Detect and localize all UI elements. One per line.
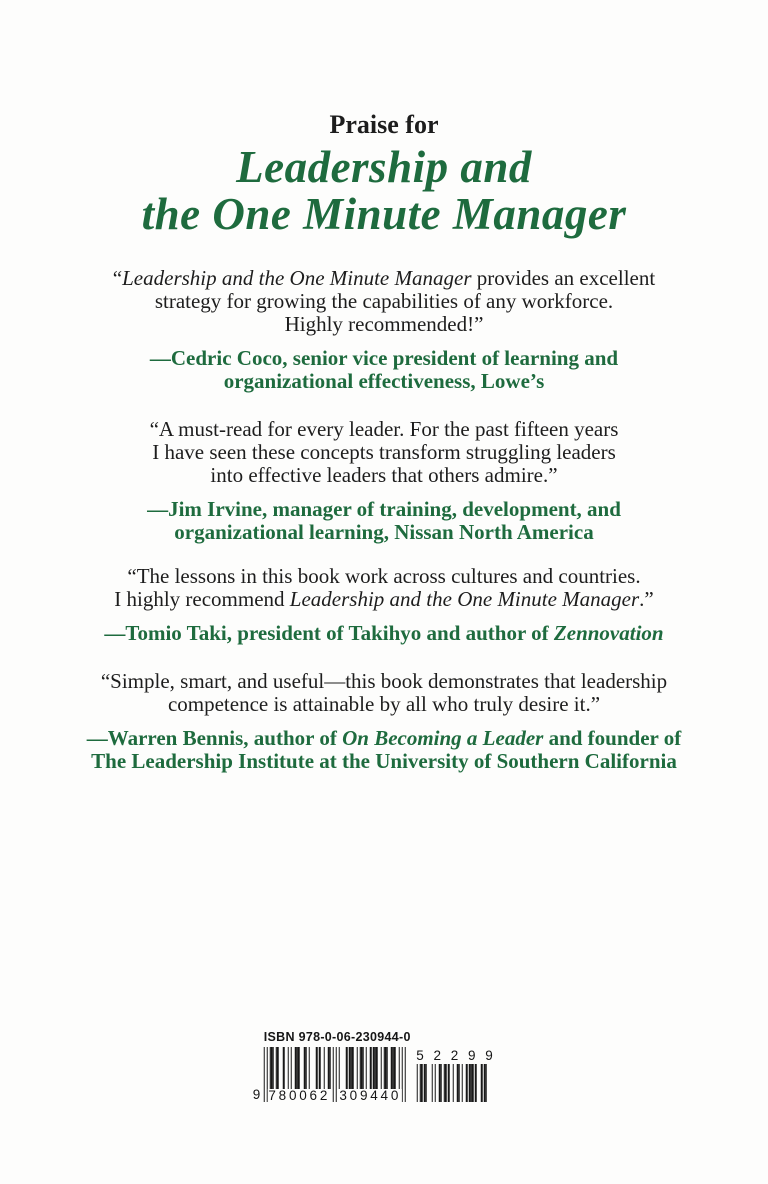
book-title [0,141,768,239]
quote-attribution: —Tomio Taki, president of Takihyo and author of Zennovation [104,621,664,646]
ean13-lead-digit: 9 [252,1086,261,1102]
isbn-label: ISBN 978-0-06-230944-0 [263,1030,411,1044]
ean13-digit-group-1: 780062 [268,1087,331,1103]
ean13-barcode [263,1047,406,1102]
ean5-digits: 5 2 2 9 9 [416,1047,494,1063]
ean5-bars [416,1064,487,1102]
quote-text: “A must-read for every leader. For the past fifteen years I have seen these concepts transform struggling leaders into effective leaders that others admire.” [149,417,619,488]
book-title-line-2: the One Minute Manager [141,188,627,239]
isbn-barcode-area [252,1030,494,1103]
barcode-row [252,1047,494,1103]
quote-attribution: —Jim Irvine, manager of training, development, and organizational learning, Nissan North America [147,497,621,545]
ean5-supplement-barcode [416,1047,494,1103]
book-title-line-1: Leadership and [236,141,532,192]
quote-block-2 [0,418,768,544]
quote-attribution: —Cedric Coco, senior vice president of learning and organizational effectiveness, Lowe’s [149,346,619,394]
quote-text: “Simple, smart, and useful—this book demonstrates that leadership competence is attainable by all who truly desire it.” [100,669,668,717]
quote-block-3 [0,565,768,645]
quote-block-1 [0,267,768,393]
quote-text: “Leadership and the One Minute Manager provides an excellent strategy for growing the capabilities of any workforce. Highly recommended!” [112,266,656,337]
ean13-digits [263,1088,406,1102]
quote-block-4 [0,670,768,773]
quote-text: “The lessons in this book work across cultures and countries. I highly recommend Leadership and the One Minute Manager.” [114,564,654,612]
ean13-digit-group-2: 309440 [339,1087,402,1103]
praise-heading: Praise for [329,110,439,139]
quote-attribution: —Warren Bennis, author of On Becoming a Leader and founder of The Leadership Institute at the University of Southern California [86,726,682,774]
